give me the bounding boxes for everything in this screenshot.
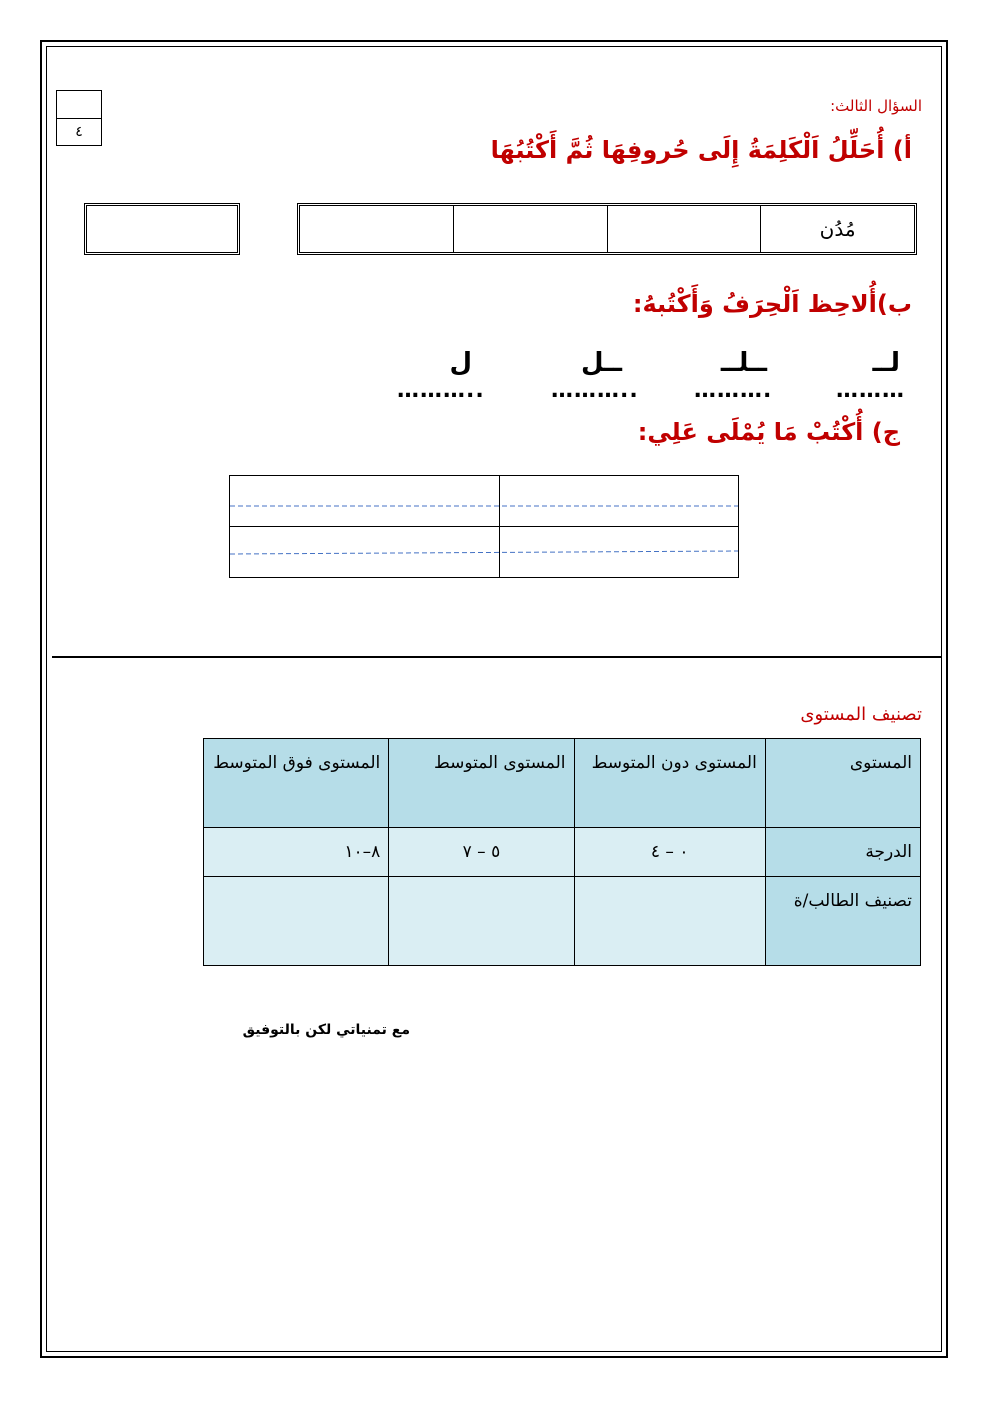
letter-cell[interactable] [453,206,607,252]
student-classification-cell[interactable] [574,877,765,966]
letter-cell[interactable] [607,206,761,252]
writing-cell[interactable] [500,527,738,577]
student-classification-cell[interactable] [204,877,389,966]
level-below-average: المستوى دون المتوسط [574,739,765,828]
score-box [56,90,102,146]
writing-cell[interactable] [230,476,498,526]
letter-cell[interactable] [300,206,453,252]
letter-form-medial: ــلــ [720,348,767,378]
word-cell: مُدُن [760,206,914,252]
table-row [204,828,921,877]
grade-range: ٥ – ٧ [389,828,574,877]
letter-form-final: ــل [581,348,622,378]
part-a-letters-table [297,203,917,255]
part-b-instruction: ب)أُلاحِظ اَلْحِرَفُ وَأَكْتُبهُ: [632,290,912,318]
blank-initial[interactable]: ……… [836,378,905,403]
grades-label: الدرجة [765,828,920,877]
level-average: المستوى المتوسط [389,739,574,828]
writing-cell[interactable] [500,476,738,526]
part-a-instruction: أ) أُحَلِّلُ اَلْكَلِمَةُ إِلَى حُروفِهَا ثُمَّ أَكْتُبُهَا [490,136,912,164]
part-c-instruction: ج) أُكْتُبْ مَا يُمْلَى عَلِي: [637,418,900,446]
blank-isolated[interactable]: ……….. [397,378,485,403]
grade-range: ٨–١٠ [204,828,389,877]
question-title: السؤال الثالث: [830,97,922,115]
section-divider [52,656,942,658]
student-classification-cell[interactable] [389,877,574,966]
classification-title: تصنيف المستوى [800,704,922,725]
blank-final[interactable]: ……….. [551,378,639,403]
table-row [204,877,921,966]
level-header: المستوى [765,739,920,828]
level-above-average: المستوى فوق المتوسط [204,739,389,828]
letter-form-isolated: ل [449,348,472,378]
part-a-answer-box[interactable] [84,203,240,255]
closing-wishes: مع تمنياتي لكن بالتوفيق [242,1022,410,1038]
student-classification-label: تصنيف الطالب/ة [765,877,920,966]
blank-medial[interactable]: ………. [694,378,773,403]
score-obtained[interactable] [57,91,101,119]
grade-range: ٠ – ٤ [574,828,765,877]
table-row [204,739,921,828]
writing-cell[interactable] [230,527,498,577]
score-total: ٤ [75,124,83,140]
dictation-table [229,475,739,578]
letter-form-initial: لــ [872,348,900,378]
classification-table [203,738,921,966]
